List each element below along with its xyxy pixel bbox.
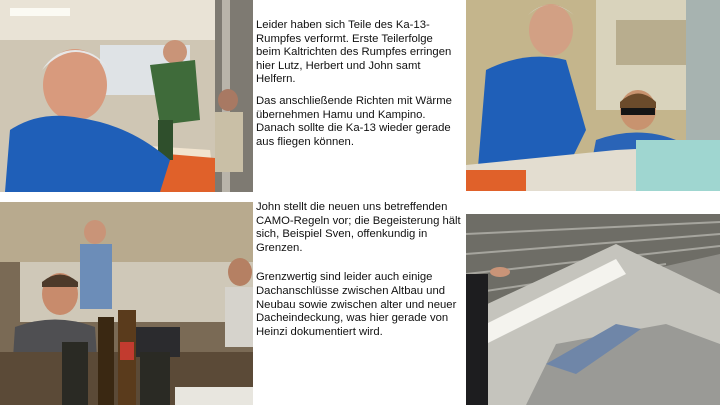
bottom-description: [256, 201, 464, 347]
top-description: [256, 19, 456, 157]
roof-connection-photo: [466, 214, 720, 405]
paragraph-camo-rules: John stellt die neuen uns betreffenden CAMO-Regeln vor; die Begeisterung hält sich, Beispiel Sven, offenkundig in Grenzen.: [256, 201, 461, 254]
paragraph-fuselage-cold-straightening: Leider haben sich Teile des Ka-13-Rumpfes verformt. Erste Teilerfolge beim Kaltrichten des Rumpfes erringen hier Lutz, Herbert und John samt Helfern.: [256, 19, 452, 86]
camo-meeting-photo: [0, 202, 253, 405]
paragraph-heat-straightening: Das anschließende Richten mit Wärme übernehmen Hamu und Kampino. Danach sollte die Ka-13 wieder gerade aus fliegen können.: [256, 94, 452, 148]
paragraph-roof-connections: Grenzwertig sind leider auch einige Dachanschlüsse zwischen Altbau und Neubau sowie zwischen alter und neuer Dacheindeckung, was hier gerade von Heinzi dokumentiert wird.: [256, 271, 457, 338]
workshop-photo: [0, 0, 253, 192]
heat-straightening-photo: [466, 0, 720, 191]
